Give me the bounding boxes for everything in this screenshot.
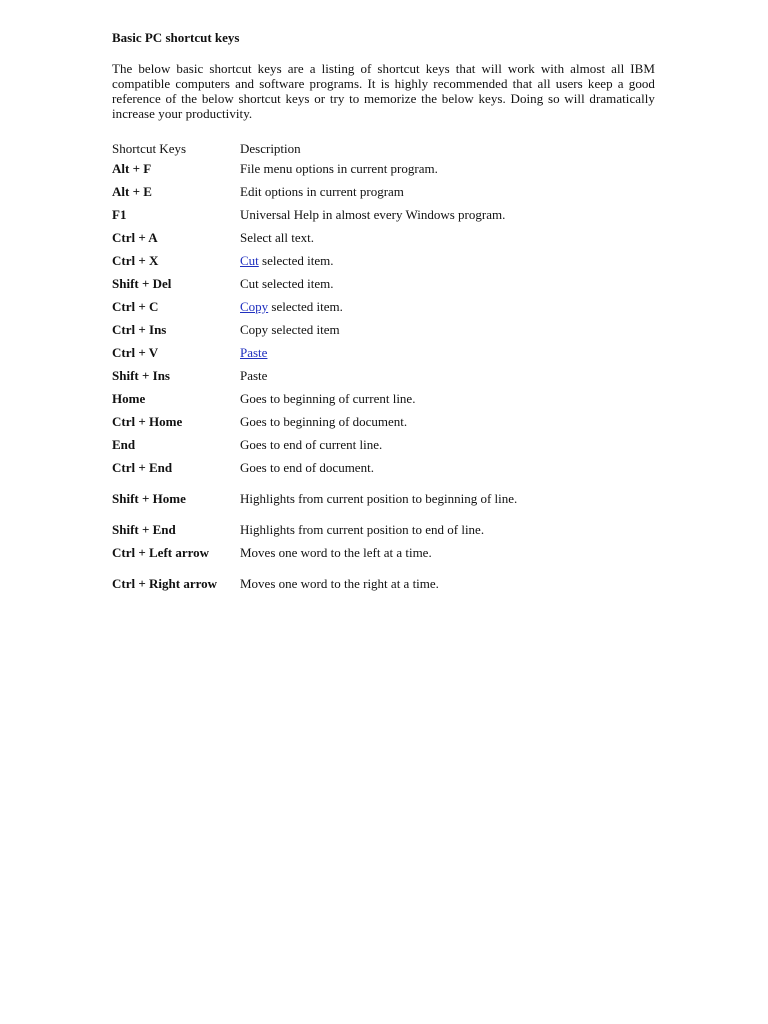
shortcut-description: Copy selected item xyxy=(240,322,340,337)
copy-link[interactable]: Copy xyxy=(240,299,269,314)
shortcut-key: Alt + E xyxy=(112,184,152,199)
shortcut-key: Shift + Del xyxy=(112,276,172,291)
shortcut-key: Ctrl + A xyxy=(112,230,158,245)
shortcut-description: Select all text. xyxy=(240,230,315,245)
shortcut-description: Moves one word to the right at a time. xyxy=(240,576,439,591)
shortcut-description: Goes to beginning of current line. xyxy=(240,391,416,406)
header-shortcut-keys: Shortcut Keys xyxy=(112,141,187,156)
table-row xyxy=(112,456,562,479)
shortcut-key: Ctrl + V xyxy=(112,345,159,360)
intro-paragraph: The below basic shortcut keys are a listing of shortcut keys that will work with almost all IBM compatible computers and software programs. It is highly recommended that all users keep a good reference of the below shortcut keys or try to memorize the below keys. Doing so will dramatically increase your productivity. xyxy=(112,61,655,121)
table-row xyxy=(112,272,562,295)
shortcut-key: Ctrl + Left arrow xyxy=(112,545,210,560)
shortcut-key: Ctrl + Home xyxy=(112,414,183,429)
table-row xyxy=(112,564,562,603)
shortcut-description: Goes to beginning of document. xyxy=(240,414,408,429)
table-row xyxy=(112,479,562,518)
shortcut-description: Highlights from current position to end of line. xyxy=(240,522,485,537)
shortcut-key: Ctrl + Ins xyxy=(112,322,167,337)
table-header xyxy=(112,140,562,157)
shortcut-key: Shift + End xyxy=(112,522,176,537)
header-description: Description xyxy=(240,141,301,156)
table-row xyxy=(112,541,562,564)
paste-link[interactable]: Paste xyxy=(240,345,268,360)
table-row xyxy=(112,295,562,318)
table-row xyxy=(112,433,562,456)
shortcut-key: Shift + Home xyxy=(112,491,186,506)
table-row xyxy=(112,410,562,433)
page-title: Basic PC shortcut keys xyxy=(112,30,240,45)
shortcut-description: Edit options in current program xyxy=(240,184,404,199)
shortcut-key: End xyxy=(112,437,136,452)
shortcut-description: Universal Help in almost every Windows program. xyxy=(240,207,506,222)
shortcut-key: Shift + Ins xyxy=(112,368,170,383)
shortcut-key: Ctrl + End xyxy=(112,460,173,475)
table-row xyxy=(112,387,562,410)
table-row xyxy=(112,180,562,203)
shortcut-description: Cut selected item. xyxy=(240,276,334,291)
shortcut-table xyxy=(112,140,562,603)
table-row xyxy=(112,341,562,364)
table-row xyxy=(112,249,562,272)
shortcut-description: Copy selected item. xyxy=(240,299,343,314)
table-row xyxy=(112,318,562,341)
shortcut-description: Moves one word to the left at a time. xyxy=(240,545,432,560)
shortcut-description: Highlights from current position to beginning of line. xyxy=(240,491,518,506)
table-row xyxy=(112,157,562,180)
shortcut-description: Cut selected item. xyxy=(240,253,334,268)
cut-link[interactable]: Cut xyxy=(240,253,259,268)
table-row xyxy=(112,203,562,226)
shortcut-key: Ctrl + C xyxy=(112,299,159,314)
shortcut-key: Alt + F xyxy=(112,161,152,176)
shortcut-description xyxy=(240,345,553,360)
shortcut-description: Paste xyxy=(240,368,268,383)
table-row xyxy=(112,364,562,387)
table-row xyxy=(112,226,562,249)
shortcut-key: F1 xyxy=(112,207,127,222)
shortcut-key: Home xyxy=(112,391,146,406)
shortcut-description: File menu options in current program. xyxy=(240,161,438,176)
shortcut-description: Goes to end of document. xyxy=(240,460,374,475)
shortcut-key: Ctrl + Right arrow xyxy=(112,576,218,591)
shortcut-description: Goes to end of current line. xyxy=(240,437,383,452)
table-row xyxy=(112,518,562,541)
shortcut-key: Ctrl + X xyxy=(112,253,159,268)
